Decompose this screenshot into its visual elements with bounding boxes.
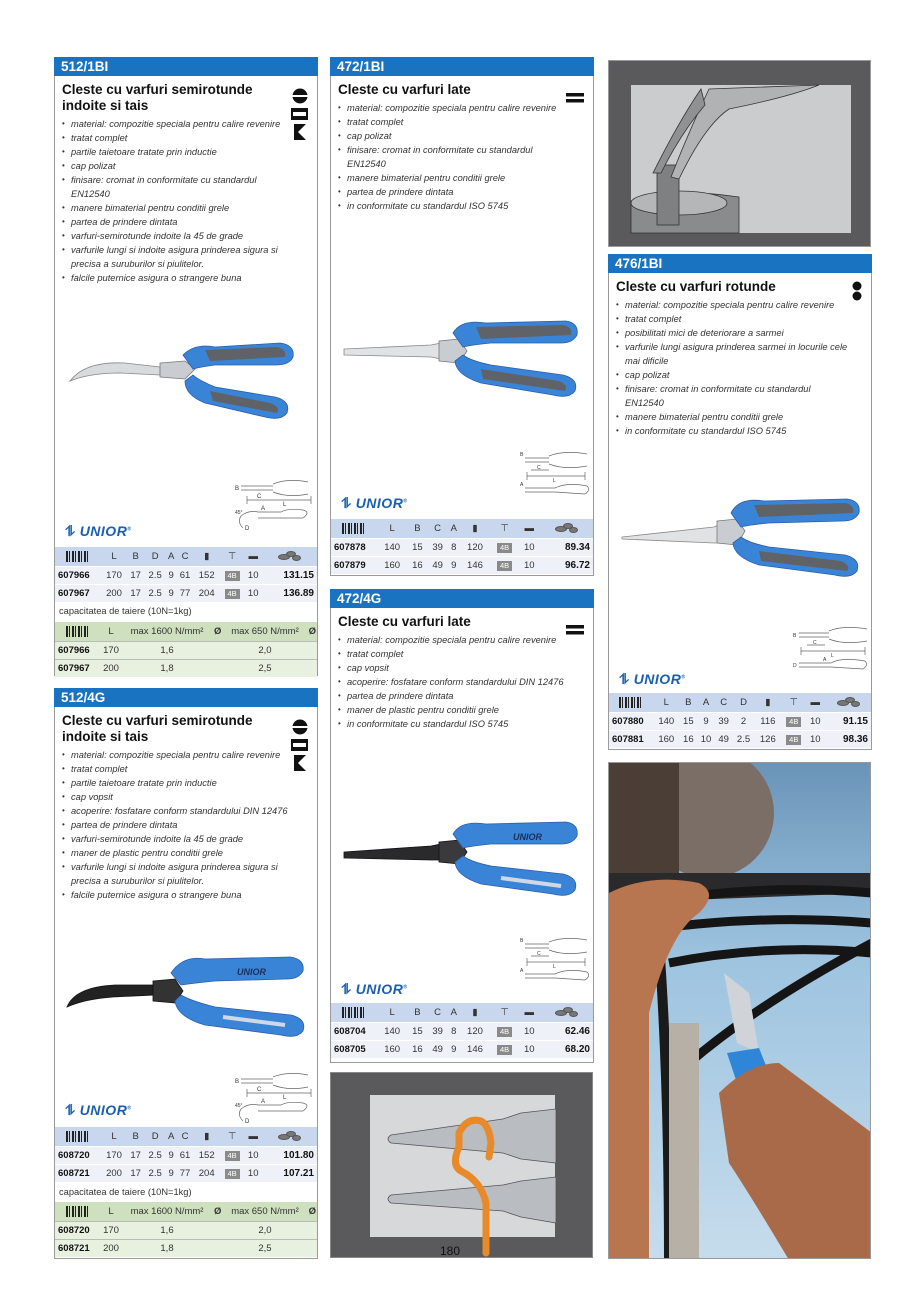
feature-icons — [852, 281, 862, 301]
feature-item: • acoperire: fosfatare conform standardului DIN 12476 — [338, 675, 573, 689]
table-row: 607967 200 17 2.5 9 77 204 4B 10 136.89 — [55, 584, 317, 602]
illustration-wire-bending — [330, 1072, 593, 1258]
product-title: Cleste cu varfuri semirotunde indoite si tais — [62, 82, 253, 113]
package-icon: ⊤ — [220, 1127, 245, 1146]
svg-text:45°: 45° — [235, 510, 243, 516]
weight-icon: ▮ — [194, 547, 220, 566]
svg-text:C: C — [537, 465, 541, 471]
feature-item: • partea de prindere dintata — [62, 818, 297, 832]
diameter-icon: Ø — [213, 622, 222, 641]
feature-item: • partile taietoare tratate prin inductie — [62, 145, 297, 159]
svg-text:B: B — [520, 452, 524, 458]
svg-text:A: A — [520, 482, 524, 488]
feature-list — [55, 114, 317, 285]
feature-item: • partea de prindere dintata — [62, 215, 297, 229]
price: 96.72 — [539, 556, 593, 574]
feature-list — [55, 745, 317, 902]
table-row: 607967 200 1,8 2,5 — [55, 659, 317, 677]
pack-badge: 4B — [786, 735, 801, 745]
illustration-bent-nose-gripping — [608, 60, 871, 247]
svg-text:A: A — [261, 506, 266, 512]
table-row: 607878 140 15 39 8 120 4B 10 89.34 — [331, 538, 593, 556]
weight-icon: ▮ — [460, 1003, 490, 1022]
spec-header-row: L B C A ▮ ⊤ ▬ — [331, 519, 593, 538]
brand-logo: ⥮ UNIOR® — [619, 671, 686, 687]
feature-item: • tratat complet — [338, 647, 573, 661]
unior-logo-icon: ⥮ — [65, 523, 76, 539]
package-icon: ⊤ — [490, 1003, 519, 1022]
svg-text:B: B — [520, 938, 524, 944]
pack-badge: 4B — [225, 1169, 240, 1179]
svg-text:L: L — [283, 502, 287, 508]
cutting-capacity-table — [55, 622, 317, 677]
spec-table — [55, 547, 317, 602]
spec-header-row: L B C A ▮ ⊤ ▬ — [331, 1003, 593, 1022]
price: 101.80 — [262, 1146, 317, 1164]
col-C: C — [176, 547, 193, 566]
svg-text:D: D — [793, 663, 797, 669]
price: 62.46 — [539, 1022, 593, 1040]
product-title: Cleste cu varfuri semirotunde indoite si tais — [62, 713, 253, 744]
product-code: 472/1BI — [330, 57, 594, 76]
feature-item: • varfurile lungi si indoite asigura prinderea sigura si precisa a suruburilor si piulitelor. — [62, 860, 297, 888]
price: 98.36 — [824, 730, 871, 748]
page-number: 180 — [440, 1244, 461, 1258]
feature-item: • acoperire: fosfatare conform standardului DIN 12476 — [62, 804, 297, 818]
feature-item: • in conformitate cu standardul ISO 5745 — [616, 424, 851, 438]
svg-text:C: C — [537, 951, 541, 957]
product-code: 512/4G — [54, 688, 318, 707]
table-row: 608720 170 1,6 2,0 — [55, 1221, 317, 1239]
package-icon: ⊤ — [781, 693, 806, 712]
brand-logo: ⥮ UNIOR® — [341, 495, 408, 511]
photo-worker-cutting-cables — [608, 762, 871, 1259]
svg-text:C: C — [813, 640, 817, 646]
table-row: 607879 160 16 49 9 146 4B 10 96.72 — [331, 556, 593, 574]
brand-logo: ⥮ UNIOR® — [341, 981, 408, 997]
svg-text:L: L — [553, 478, 556, 484]
svg-text:A: A — [261, 1099, 266, 1105]
feature-item: • tratat complet — [62, 762, 297, 776]
svg-text:L: L — [553, 964, 556, 970]
feature-item: • falcile puternice asigura o strangere buna — [62, 888, 297, 902]
spec-table — [331, 519, 593, 574]
feature-item: • cap polizat — [338, 129, 573, 143]
feature-item: • material: compozitie speciala pentru calire revenire — [338, 101, 573, 115]
product-card-472-1bi — [330, 57, 594, 576]
svg-text:A: A — [520, 968, 524, 974]
price-coins-icon — [553, 523, 579, 533]
product-title: Cleste cu varfuri rotunde — [616, 279, 776, 294]
unior-logo-icon: ⥮ — [341, 981, 352, 997]
unior-logo-icon: ⥮ — [341, 495, 352, 511]
cutting-capacity-label: capacitatea de taiere (10N=1kg) — [59, 606, 192, 616]
feature-list — [609, 295, 871, 438]
cutting-capacity-table — [55, 1202, 317, 1257]
unior-logo-icon: ⥮ — [619, 671, 630, 687]
feature-item: • varfurile lungi asigura prinderea sarmei in locurile cele mai dificile — [616, 340, 851, 368]
price-coins-icon — [276, 1131, 302, 1141]
feature-item: • material: compozitie speciala pentru calire revenire — [62, 748, 297, 762]
product-title: Cleste cu varfuri late — [338, 614, 471, 629]
dimension-drawing — [233, 476, 313, 531]
diameter-icon: Ø — [308, 1202, 317, 1221]
feature-item: • manere bimaterial pentru conditii grele — [616, 410, 851, 424]
pack-badge: 4B — [225, 589, 240, 599]
feature-item: • tratat complet — [616, 312, 851, 326]
quantity-icon: ▬ — [245, 547, 262, 566]
feature-item: • partile taietoare tratate prin inductie — [62, 776, 297, 790]
half-round-tip-icon — [292, 719, 308, 735]
pack-badge: 4B — [497, 561, 512, 571]
feature-item: • cap polizat — [616, 368, 851, 382]
product-code: 476/1BI — [608, 254, 872, 273]
svg-text:C: C — [257, 494, 262, 500]
barcode-icon — [342, 523, 366, 534]
price-coins-icon — [553, 1007, 579, 1017]
feature-item: • material: compozitie speciala pentru calire revenire — [338, 633, 573, 647]
price-coins-icon — [835, 697, 861, 707]
product-photo-round-nose-pliers — [619, 491, 864, 581]
table-row: 608721 200 17 2.5 9 77 204 4B 10 107.21 — [55, 1164, 317, 1182]
quantity-icon: ▬ — [519, 1003, 539, 1022]
feature-item: • tratat complet — [338, 115, 573, 129]
feature-item: • cap vopsit — [338, 661, 573, 675]
svg-text:UNIOR: UNIOR — [513, 832, 542, 842]
diameter-icon: Ø — [308, 622, 317, 641]
feature-item: • finisare: cromat in conformitate cu standardul EN12540 — [338, 143, 573, 171]
feature-item: • cap polizat — [62, 159, 297, 173]
price: 68.20 — [539, 1040, 593, 1058]
feature-item: • partea de prindere dintata — [338, 185, 573, 199]
spec-table — [609, 693, 871, 748]
unior-logo-icon: ⥮ — [65, 1102, 76, 1118]
svg-text:D: D — [245, 1119, 250, 1124]
barcode-icon — [66, 1131, 90, 1142]
col-D: D — [144, 547, 166, 566]
product-title: Cleste cu varfuri late — [338, 82, 471, 97]
spec-header-row — [55, 547, 317, 566]
dimension-drawing — [519, 934, 591, 984]
product-code: 472/4G — [330, 589, 594, 608]
feature-item: • partea de prindere dintata — [338, 689, 573, 703]
product-card-472-4g — [330, 589, 594, 1063]
svg-text:45°: 45° — [235, 1103, 243, 1109]
barcode-icon — [66, 626, 90, 637]
feature-item: • manere bimaterial pentru conditii grele — [338, 171, 573, 185]
table-row: 608704 140 15 39 8 120 4B 10 62.46 — [331, 1022, 593, 1040]
barcode-icon — [342, 1007, 366, 1018]
dimension-drawing — [519, 448, 591, 498]
quantity-icon: ▬ — [245, 1127, 262, 1146]
feature-item: • varfuri-semirotunde indoite la 45 de grade — [62, 832, 297, 846]
round-tip-icon — [852, 281, 862, 301]
price: 89.34 — [539, 538, 593, 556]
diameter-icon: Ø — [213, 1202, 222, 1221]
pack-badge: 4B — [497, 1045, 512, 1055]
price: 136.89 — [262, 584, 317, 602]
table-row: 608720 170 17 2.5 9 61 152 4B 10 101.80 — [55, 1146, 317, 1164]
table-row: 608721 200 1,8 2,5 — [55, 1239, 317, 1257]
pack-badge: 4B — [225, 571, 240, 581]
brand-logo: ⥮ UNIOR® — [65, 523, 132, 539]
feature-item: • in conformitate cu standardul ISO 5745 — [338, 717, 573, 731]
table-row: 607966 170 17 2.5 9 61 152 4B 10 131.15 — [55, 566, 317, 584]
pack-badge: 4B — [786, 717, 801, 727]
cap-header-row: L max 1600 N/mm² Ø max 650 N/mm² Ø — [55, 1202, 317, 1221]
col-L: L — [101, 547, 127, 566]
wire-loop-illustration — [331, 1073, 594, 1259]
feature-item: • manere bimaterial pentru conditii grele — [62, 201, 297, 215]
table-row: 607880 140 15 9 39 2 116 4B 10 91.15 — [609, 712, 871, 730]
cable-work-scene — [609, 763, 871, 1259]
svg-text:B: B — [235, 486, 240, 492]
feature-item: • in conformitate cu standardul ISO 5745 — [338, 199, 573, 213]
feature-item: • tratat complet — [62, 131, 297, 145]
feature-item: • maner de plastic pentru conditii grele — [62, 846, 297, 860]
table-row: 607881 160 16 10 49 2.5 126 4B 10 98.36 — [609, 730, 871, 748]
price: 131.15 — [262, 566, 317, 584]
svg-text:A: A — [823, 657, 827, 663]
quantity-icon: ▬ — [519, 519, 539, 538]
package-icon: ⊤ — [220, 547, 245, 566]
col-A: A — [166, 547, 176, 566]
pack-badge: 4B — [497, 543, 512, 553]
bent-nose-illustration — [609, 61, 872, 248]
feature-item: • finisare: cromat in conformitate cu standardul EN12540 — [616, 382, 851, 410]
spec-table — [331, 1003, 593, 1058]
price: 91.15 — [824, 712, 871, 730]
barcode-icon — [66, 1206, 90, 1217]
product-code: 512/1BI — [54, 57, 318, 76]
feature-item: • finisare: cromat in conformitate cu standardul EN12540 — [62, 173, 297, 201]
barcode-icon — [66, 551, 90, 562]
feature-item: • material: compozitie speciala pentru calire revenire — [616, 298, 851, 312]
spec-table — [55, 1127, 317, 1182]
product-photo-flat-nose-pliers-chrome — [341, 313, 581, 403]
feature-list — [331, 98, 593, 213]
svg-text:L: L — [283, 1095, 287, 1101]
pack-badge: 4B — [225, 1151, 240, 1161]
feature-item: • varfuri-semirotunde indoite la 45 de grade — [62, 229, 297, 243]
feature-item: • varfurile lungi si indoite asigura prinderea sigura si precisa a suruburilor si piulitelor. — [62, 243, 297, 271]
cap-header-row: L max 1600 N/mm² Ø max 650 N/mm² Ø — [55, 622, 317, 641]
weight-icon: ▮ — [460, 519, 490, 538]
dimension-drawing — [233, 1069, 313, 1124]
feature-list — [331, 630, 593, 731]
quantity-icon: ▬ — [806, 693, 824, 712]
svg-text:L: L — [831, 653, 834, 659]
product-photo-bent-pliers-black — [65, 951, 310, 1041]
price-coins-icon — [276, 551, 302, 561]
svg-text:B: B — [793, 633, 797, 639]
svg-text:D: D — [245, 526, 250, 531]
svg-text:C: C — [257, 1087, 262, 1093]
table-row: 608705 160 16 49 9 146 4B 10 68.20 — [331, 1040, 593, 1058]
product-photo-flat-nose-pliers-black — [341, 812, 581, 902]
dimension-drawing — [791, 623, 871, 673]
product-photo-bent-pliers-chrome — [65, 333, 305, 433]
product-card-512-1bi — [54, 57, 318, 676]
cutting-capacity-label: capacitatea de taiere (10N=1kg) — [59, 1187, 192, 1197]
spec-header-row: L B A C D ▮ ⊤ ▬ — [609, 693, 871, 712]
brand-logo: ⥮ UNIOR® — [65, 1102, 132, 1118]
price: 107.21 — [262, 1164, 317, 1182]
half-round-tip-icon — [292, 88, 308, 104]
package-icon: ⊤ — [490, 519, 519, 538]
svg-text:B: B — [235, 1079, 240, 1085]
table-row: 607966 170 1,6 2,0 — [55, 641, 317, 659]
feature-item: • posibilitati mici de deteriorare a sarmei — [616, 326, 851, 340]
feature-item: • material: compozitie speciala pentru calire revenire — [62, 117, 297, 131]
feature-item: • falcile puternice asigura o strangere buna — [62, 271, 297, 285]
product-card-512-4g — [54, 688, 318, 1259]
product-card-476-1bi — [608, 254, 872, 750]
weight-icon: ▮ — [194, 1127, 220, 1146]
feature-item: • maner de plastic pentru conditii grele — [338, 703, 573, 717]
barcode-icon — [619, 697, 643, 708]
col-B: B — [127, 547, 144, 566]
weight-icon: ▮ — [755, 693, 781, 712]
feature-item: • cap vopsit — [62, 790, 297, 804]
pack-badge: 4B — [497, 1027, 512, 1037]
svg-text:UNIOR: UNIOR — [237, 967, 266, 977]
spec-header-row: L B D A C ▮ ⊤ ▬ — [55, 1127, 317, 1146]
